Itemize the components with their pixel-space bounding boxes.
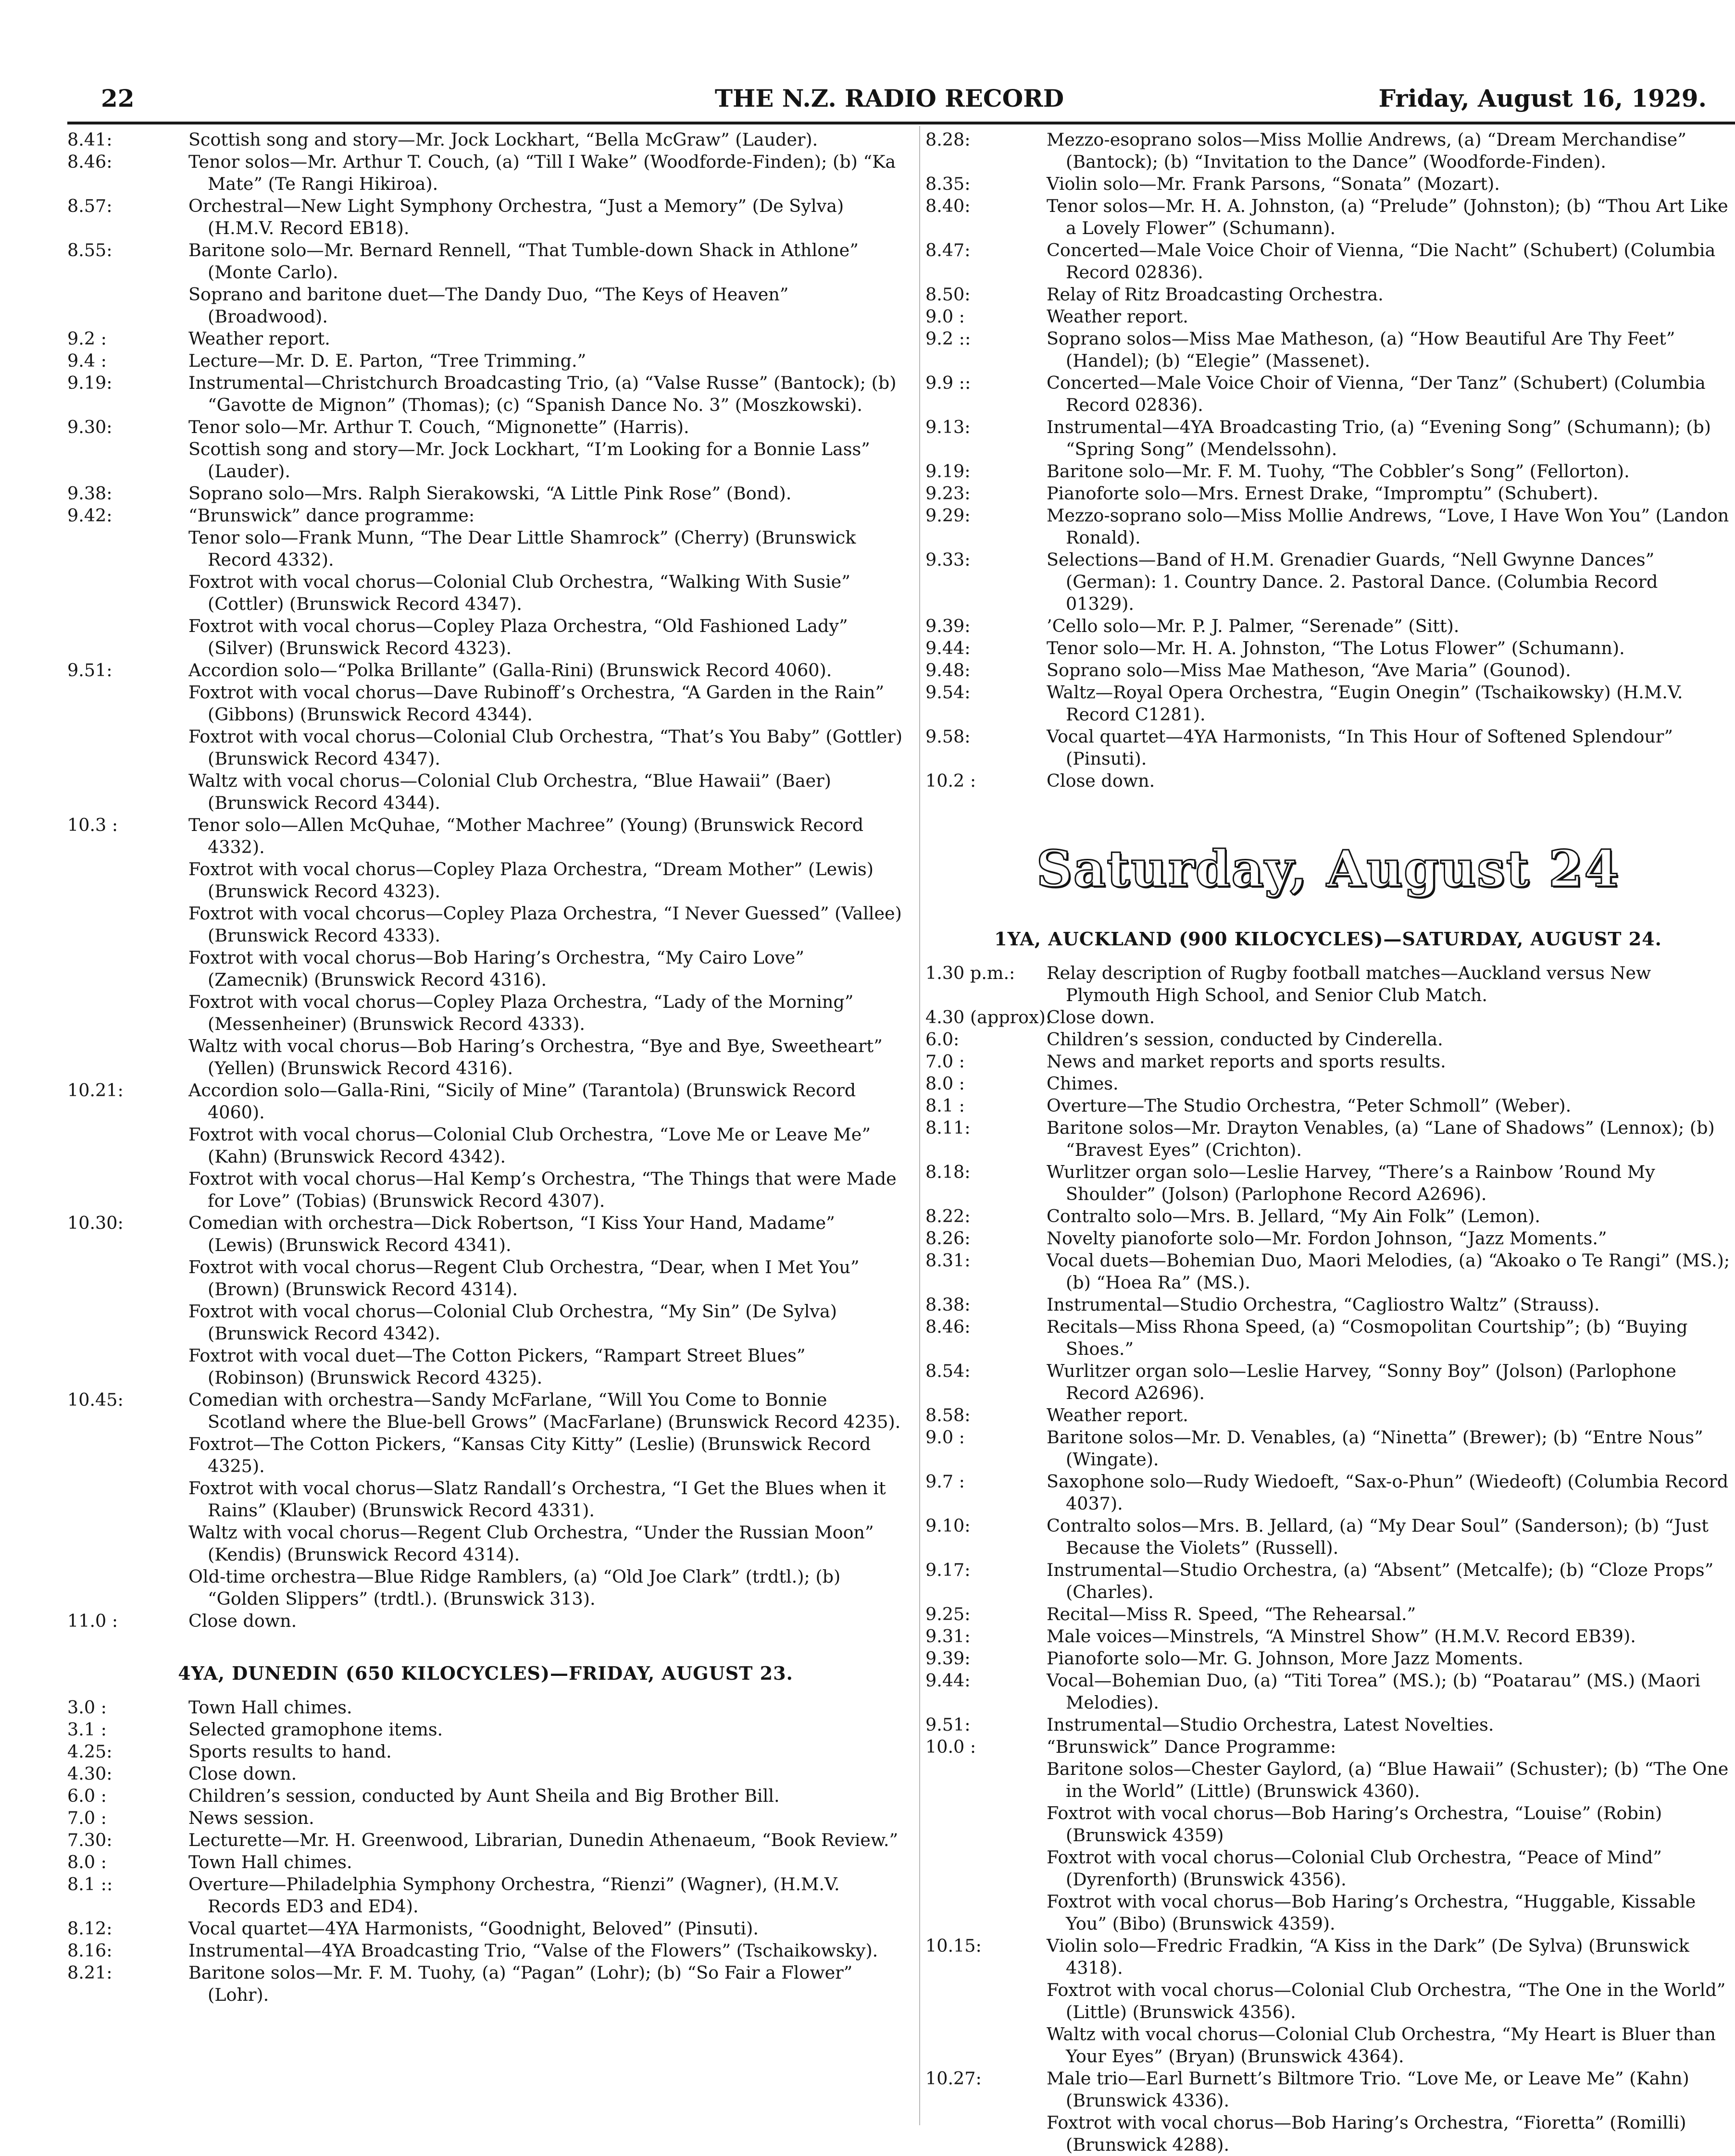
programme-item	[925, 1758, 1731, 1802]
programme-text: Selected gramophone items.	[188, 1719, 443, 1740]
programme-text: Orchestral—New Light Symphony Orchestra, “Just a Memory” (De Sylva) (H.M.V. Record EB18).	[188, 196, 844, 238]
programme-time: 7.0 :	[67, 1808, 107, 1828]
programme-time: 9.44:	[925, 638, 971, 658]
programme-item	[925, 416, 1731, 460]
programme-item	[925, 1625, 1731, 1648]
programme-text: Foxtrot with vocal chorus—Dave Rubinoff’s Orchestra, “A Garden in the Rain” (Gibbons) (Brunswick Record 4344).	[188, 682, 885, 725]
programme-item	[925, 1161, 1731, 1205]
programme-text: Foxtrot with vocal chorus—Colonial Club Orchestra, “My Sin” (De Sylva) (Brunswick Record 4342).	[188, 1301, 837, 1344]
programme-item	[67, 1301, 904, 1345]
programme-item	[67, 858, 904, 903]
programme-time: 9.2 ::	[925, 328, 971, 349]
programme-text: Contralto solo—Mrs. B. Jellard, “My Ain Folk” (Lemon).	[1047, 1206, 1540, 1227]
programme-time: 8.11:	[925, 1117, 971, 1138]
programme-text: Close down.	[1047, 1007, 1155, 1028]
programme-time: 9.23:	[925, 483, 971, 504]
programme-text: Concerted—Male Voice Choir of Vienna, “Der Tanz” (Schubert) (Columbia Record 02836).	[1047, 372, 1706, 415]
right-column	[925, 129, 1731, 2156]
day-heading: Saturday, August 24	[1036, 839, 1620, 898]
programme-time: 10.21:	[67, 1080, 124, 1101]
programme-text: Soprano solo—Miss Mae Matheson, “Ave Maria” (Gounod).	[1047, 660, 1571, 681]
programme-time: 9.58:	[925, 726, 971, 747]
programme-time: 9.7 :	[925, 1471, 965, 1492]
programme-item	[925, 1670, 1731, 1714]
programme-text: Waltz—Royal Opera Orchestra, “Eugin Onegin” (Tschaikowsky) (H.M.V. Record C1281).	[1047, 682, 1683, 725]
programme-time: 9.38:	[67, 483, 112, 504]
programme-time: 9.13:	[925, 417, 971, 437]
programme-item	[67, 1433, 904, 1477]
programme-item	[67, 1741, 904, 1763]
programme-time: 3.1 :	[67, 1719, 107, 1740]
programme-text: Contralto solos—Mrs. B. Jellard, (a) “My Dear Soul” (Sanderson); (b) “Just Because the Violets” (Russell).	[1047, 1515, 1709, 1558]
programme-item	[925, 1979, 1731, 2023]
programme-item	[67, 1345, 904, 1389]
programme-time: 8.0 :	[925, 1073, 965, 1094]
programme-time: 8.26:	[925, 1228, 971, 1249]
programme-text: Town Hall chimes.	[188, 1697, 352, 1718]
programme-text: Foxtrot—The Cotton Pickers, “Kansas City Kitty” (Leslie) (Brunswick Record 4325).	[188, 1434, 871, 1476]
left-column	[67, 129, 904, 2006]
programme-text: Waltz with vocal chorus—Bob Haring’s Orchestra, “Bye and Bye, Sweetheart” (Yellen) (Brunswick Record 4316).	[188, 1036, 883, 1078]
programme-item	[925, 1028, 1731, 1051]
programme-text: Concerted—Male Voice Choir of Vienna, “Die Nacht” (Schubert) (Columbia Record 02836).	[1047, 240, 1716, 283]
programme-item	[925, 1404, 1731, 1426]
programme-text: Weather report.	[188, 328, 330, 349]
programme-text: Wurlitzer organ solo—Leslie Harvey, “Sonny Boy” (Jolson) (Parlophone Record A2696).	[1047, 1361, 1676, 1403]
programme-time: 8.58:	[925, 1405, 971, 1425]
programme-time: 8.21:	[67, 1962, 112, 1983]
programme-text: Foxtrot with vocal chorus—Regent Club Orchestra, “Dear, when I Met You” (Brown) (Brunswick Record 4314).	[188, 1257, 860, 1300]
programme-time: 8.54:	[925, 1361, 971, 1381]
programme-item	[67, 1940, 904, 1962]
programme-item	[67, 483, 904, 505]
programme-item	[67, 1566, 904, 1610]
programme-time: 8.57:	[67, 196, 112, 216]
programme-text: Mezzo-soprano solo—Miss Mollie Andrews, “Love, I Have Won You” (Landon Ronald).	[1047, 505, 1729, 548]
programme-text: Recitals—Miss Rhona Speed, (a) “Cosmopolitan Courtship”; (b) “Buying Shoes.”	[1047, 1316, 1688, 1359]
programme-item	[925, 962, 1731, 1006]
programme-text: Foxtrot with vocal chorus—Colonial Club Orchestra, “That’s You Baby” (Gottler) (Brunswick Record 4347).	[188, 726, 903, 769]
programme-text: Wurlitzer organ solo—Leslie Harvey, “There’s a Rainbow ’Round My Shoulder” (Jolson) (Parlophone Record A2696).	[1047, 1162, 1655, 1204]
programme-item	[925, 2023, 1731, 2068]
column-divider	[919, 126, 920, 2125]
programme-text: Comedian with orchestra—Dick Robertson, “I Kiss Your Hand, Madame” (Lewis) (Brunswick Record 4341).	[188, 1213, 835, 1255]
programme-item	[925, 173, 1731, 195]
programme-text: Male trio—Earl Burnett’s Biltmore Trio. “Love Me, or Leave Me” (Kahn) (Brunswick 4336).	[1047, 2068, 1689, 2111]
programme-text: Overture—The Studio Orchestra, “Peter Schmoll” (Weber).	[1047, 1095, 1572, 1116]
programme-time: 7.30:	[67, 1830, 112, 1850]
programme-time: 4.30:	[67, 1763, 112, 1784]
programme-text: Vocal—Bohemian Duo, (a) “Titi Torea” (MS.); (b) “Poatarau” (MS.) (Maori Melodies).	[1047, 1670, 1701, 1713]
programme-item	[925, 1846, 1731, 1891]
programme-item	[67, 991, 904, 1035]
programme-text: Relay of Ritz Broadcasting Orchestra.	[1047, 284, 1384, 305]
programme-item	[925, 1802, 1731, 1846]
programme-item	[925, 1227, 1731, 1250]
programme-item	[925, 1316, 1731, 1360]
programme-time: 8.31:	[925, 1250, 971, 1271]
programme-text: News and market reports and sports results.	[1047, 1051, 1446, 1072]
programme-time: 9.48:	[925, 660, 971, 681]
programme-item	[925, 1471, 1731, 1515]
programme-item	[925, 1426, 1731, 1471]
programme-text: Violin solo—Fredric Fradkin, “A Kiss in the Dark” (De Sylva) (Brunswick 4318).	[1047, 1935, 1689, 1978]
programme-item	[67, 129, 904, 151]
programme-text: Baritone solos—Mr. Drayton Venables, (a) “Lane of Shadows” (Lennox); (b) “Bravest Eyes” (Crichton).	[1047, 1117, 1715, 1160]
programme-time: 4.30 (approx):	[925, 1007, 1052, 1028]
programme-text: Foxtrot with vocal chorus—Colonial Club Orchestra, “The One in the World” (Little) (Brunswick 4356).	[1047, 1980, 1726, 2022]
programme-item	[67, 350, 904, 372]
programme-text: Soprano and baritone duet—The Dandy Duo, “The Keys of Heaven” (Broadwood).	[188, 284, 789, 327]
programme-item	[925, 1095, 1731, 1117]
programme-item	[67, 615, 904, 659]
programme-time: 8.46:	[925, 1316, 971, 1337]
programme-item	[925, 1205, 1731, 1227]
programme-text: Soprano solos—Miss Mae Matheson, (a) “How Beautiful Are Thy Feet” (Handel); (b) “Elegie” (Massenet).	[1047, 328, 1675, 371]
programme-item	[925, 1515, 1731, 1559]
programme-time: 4.25:	[67, 1741, 112, 1762]
programme-text: Town Hall chimes.	[188, 1852, 352, 1872]
programme-text: Vocal duets—Bohemian Duo, Maori Melodies, (a) “Akoako o Te Rangi” (MS.); (b) “Hoea Ra” (MS.).	[1047, 1250, 1730, 1293]
programme-time: 9.42:	[67, 505, 112, 526]
programme-item	[925, 1603, 1731, 1625]
programme-text: Instrumental—4YA Broadcasting Trio, “Valse of the Flowers” (Tschaikowsky).	[188, 1940, 878, 1961]
dunedin-programme	[67, 1697, 904, 2006]
programme-time: 8.47:	[925, 240, 971, 260]
programme-time: 10.0 :	[925, 1736, 976, 1757]
programme-item	[67, 1763, 904, 1785]
programme-item	[67, 1168, 904, 1212]
programme-text: Soprano solo—Mrs. Ralph Sierakowski, “A Little Pink Rose” (Bond).	[188, 483, 792, 504]
programme-text: Lecture—Mr. D. E. Parton, “Tree Trimming.”	[188, 350, 587, 371]
programme-item	[925, 328, 1731, 372]
programme-item	[67, 1785, 904, 1807]
auckland-programme	[925, 962, 1731, 2156]
programme-item	[925, 1360, 1731, 1404]
programme-text: Relay description of Rugby football matches—Auckland versus New Plymouth High School, and Senior Club Match.	[1047, 963, 1651, 1005]
programme-text: Foxtrot with vocal chcorus—Copley Plaza Orchestra, “I Never Guessed” (Vallee) (Brunswick Record 4333).	[188, 903, 902, 946]
programme-item	[67, 1079, 904, 1124]
programme-text: Weather report.	[1047, 306, 1188, 327]
programme-time: 9.0 :	[925, 306, 965, 327]
programme-text: Foxtrot with vocal chorus—Copley Plaza Orchestra, “Dream Mother” (Lewis) (Brunswick Record 4323).	[188, 859, 874, 902]
programme-item	[67, 1256, 904, 1301]
programme-item	[67, 1035, 904, 1079]
programme-item	[67, 505, 904, 527]
programme-text: Tenor solo—Frank Munn, “The Dear Little Shamrock” (Cherry) (Brunswick Record 4332).	[188, 527, 856, 570]
programme-time: 8.35:	[925, 173, 971, 194]
programme-text: Comedian with orchestra—Sandy McFarlane, “Will You Come to Bonnie Scotland where the Blue-bell Grows” (MacFarlane) (Brunswick Record 4235).	[188, 1389, 901, 1432]
programme-time: 6.0:	[925, 1029, 960, 1050]
programme-text: Vocal quartet—4YA Harmonists, “Goodnight, Beloved” (Pinsuti).	[188, 1918, 759, 1939]
programme-item	[925, 372, 1731, 416]
programme-text: Close down.	[188, 1611, 297, 1631]
programme-time: 9.33:	[925, 549, 971, 570]
programme-text: Waltz with vocal chorus—Colonial Club Orchestra, “My Heart is Bluer than Your Eyes” (Bryan) (Brunswick 4364).	[1047, 2024, 1716, 2067]
programme-text: Pianoforte solo—Mrs. Ernest Drake, “Impromptu” (Schubert).	[1047, 483, 1599, 504]
programme-item	[67, 1124, 904, 1168]
programme-item	[925, 1250, 1731, 1294]
programme-item	[67, 1829, 904, 1851]
programme-time: 9.25:	[925, 1604, 971, 1624]
programme-text: Foxtrot with vocal chorus—Colonial Club Orchestra, “Walking With Susie” (Cottler) (Brunswick Record 4347).	[188, 571, 850, 614]
programme-text: Tenor solo—Allen McQuhae, “Mother Machree” (Young) (Brunswick Record 4332).	[188, 815, 864, 857]
programme-item	[67, 1719, 904, 1741]
programme-text: Foxtrot with vocal chorus—Hal Kemp’s Orchestra, “The Things that were Made for Love” (Tobias) (Brunswick Record 4307).	[188, 1168, 897, 1211]
programme-text: “Brunswick” Dance Programme:	[1047, 1736, 1336, 1757]
programme-text: Novelty pianoforte solo—Mr. Fordon Johnson, “Jazz Moments.”	[1047, 1228, 1607, 1249]
programme-time: 9.30:	[67, 417, 112, 437]
programme-time: 10.27:	[925, 2068, 982, 2089]
programme-text: Foxtrot with vocal chorus—Colonial Club Orchestra, “Peace of Mind” (Dyrenforth) (Brunswick 4356).	[1047, 1847, 1662, 1890]
programme-text: Foxtrot with vocal chorus—Bob Haring’s Orchestra, “My Cairo Love” (Zamecnik) (Brunswick Record 4316).	[188, 947, 804, 990]
programme-time: 9.51:	[67, 660, 112, 681]
programme-item	[925, 1648, 1731, 1670]
programme-time: 9.44:	[925, 1670, 971, 1691]
programme-text: Foxtrot with vocal chorus—Bob Haring’s Orchestra, “Louise” (Robin) (Brunswick 4359)	[1047, 1803, 1662, 1846]
programme-item	[925, 306, 1731, 328]
programme-item	[925, 1559, 1731, 1603]
programme-time: 9.31:	[925, 1626, 971, 1647]
programme-time: 7.0 :	[925, 1051, 965, 1072]
programme-item	[925, 239, 1731, 284]
programme-item	[67, 903, 904, 947]
programme-item	[67, 770, 904, 814]
programme-item	[925, 505, 1731, 549]
programme-item	[925, 770, 1731, 792]
programme-item	[925, 637, 1731, 659]
christchurch-programme-continued	[67, 129, 904, 1632]
programme-text: Saxophone solo—Rudy Wiedoeft, “Sax-o-Phun” (Wiedeoft) (Columbia Record 4037).	[1047, 1471, 1729, 1514]
programme-time: 9.19:	[67, 372, 112, 393]
programme-item	[925, 1006, 1731, 1028]
programme-time: 8.55:	[67, 240, 112, 260]
programme-time: 8.12:	[67, 1918, 112, 1939]
programme-time: 8.0 :	[67, 1852, 107, 1872]
programme-item	[67, 681, 904, 726]
programme-item	[67, 195, 904, 239]
programme-item	[925, 681, 1731, 726]
programme-item	[925, 460, 1731, 483]
programme-text: Waltz with vocal chorus—Colonial Club Orchestra, “Blue Hawaii” (Baer) (Brunswick Record 4344).	[188, 770, 831, 813]
programme-text: Close down.	[1047, 770, 1155, 791]
programme-item	[925, 1714, 1731, 1736]
publication-title: THE N.Z. RADIO RECORD	[714, 84, 1064, 112]
programme-time: 10.2 :	[925, 770, 976, 791]
programme-item	[925, 1935, 1731, 1979]
programme-text: Scottish song and story—Mr. Jock Lockhart, “I’m Looking for a Bonnie Lass” (Lauder).	[188, 439, 870, 482]
page-header	[72, 82, 1707, 120]
programme-item	[67, 571, 904, 615]
programme-time: 10.3 :	[67, 815, 118, 835]
programme-item	[67, 1918, 904, 1940]
programme-item	[67, 328, 904, 350]
programme-item	[67, 1610, 904, 1632]
programme-time: 9.29:	[925, 505, 971, 526]
programme-text: Tenor solo—Mr. H. A. Johnston, “The Lotus Flower” (Schumann).	[1047, 638, 1625, 658]
programme-text: Tenor solos—Mr. H. A. Johnston, (a) “Prelude” (Johnston); (b) “Thou Art Like a Lovely Flower” (Schumann).	[1047, 196, 1728, 238]
programme-item	[67, 726, 904, 770]
programme-time: 9.9 ::	[925, 372, 971, 393]
programme-time: 8.41:	[67, 129, 112, 150]
programme-item	[67, 1807, 904, 1829]
programme-time: 9.17:	[925, 1560, 971, 1580]
programme-text: Instrumental—4YA Broadcasting Trio, (a) “Evening Song” (Schumann); (b) “Spring Song” (Mendelssohn).	[1047, 417, 1711, 459]
programme-item	[67, 1522, 904, 1566]
programme-item	[67, 1697, 904, 1719]
programme-text: Weather report.	[1047, 1405, 1188, 1425]
programme-text: Foxtrot with vocal chorus—Bob Haring’s Orchestra, “Huggable, Kissable You” (Bibo) (Brunswick 4359).	[1047, 1891, 1696, 1934]
programme-item	[67, 416, 904, 438]
programme-text: Tenor solos—Mr. Arthur T. Couch, (a) “Till I Wake” (Woodforde-Finden); (b) “Ka Mate” (Te Rangi Hikiroa).	[188, 151, 896, 194]
programme-time: 8.46:	[67, 151, 112, 172]
programme-time: 8.40:	[925, 196, 971, 216]
programme-time: 8.16:	[67, 1940, 112, 1961]
programme-text: Foxtrot with vocal chorus—Colonial Club Orchestra, “Love Me or Leave Me” (Kahn) (Brunswick Record 4342).	[188, 1124, 871, 1167]
programme-text: Children’s session, conducted by Aunt Sheila and Big Brother Bill.	[188, 1785, 780, 1806]
programme-item	[925, 659, 1731, 681]
programme-text: Foxtrot with vocal chorus—Bob Haring’s Orchestra, “Fioretta” (Romilli) (Brunswick 4288).	[1047, 2112, 1686, 2155]
programme-text: ’Cello solo—Mr. P. J. Palmer, “Serenade” (Sitt).	[1047, 616, 1460, 636]
programme-item	[925, 284, 1731, 306]
programme-time: 8.18:	[925, 1162, 971, 1182]
programme-time: 8.28:	[925, 129, 971, 150]
programme-text: Mezzo-esoprano solos—Miss Mollie Andrews, (a) “Dream Merchandise” (Bantock); (b) “Invitation to the Dance” (Woodforde-Finden).	[1047, 129, 1686, 172]
programme-time: 10.30:	[67, 1213, 124, 1233]
programme-text: Selections—Band of H.M. Grenadier Guards, “Nell Gwynne Dances” (German): 1. Country Dance. 2. Pastoral Dance. (Columbia Record 01329).	[1047, 549, 1658, 614]
programme-item	[67, 438, 904, 483]
programme-time: 8.50:	[925, 284, 971, 305]
programme-item	[67, 1389, 904, 1433]
programme-text: Foxtrot with vocal chorus—Slatz Randall’s Orchestra, “I Get the Blues when it Rains” (Klauber) (Brunswick Record 4331).	[188, 1478, 886, 1521]
programme-item	[925, 1073, 1731, 1095]
programme-time: 11.0 :	[67, 1611, 118, 1631]
programme-text: Old-time orchestra—Blue Ridge Ramblers, (a) “Old Joe Clark” (trdtl.); (b) “Golden Slippers” (trdtl.). (Brunswick 313).	[188, 1566, 841, 1609]
programme-item	[925, 1736, 1731, 1758]
programme-text: Scottish song and story—Mr. Jock Lockhart, “Bella McGraw” (Lauder).	[188, 129, 818, 150]
programme-time: 9.54:	[925, 682, 971, 703]
programme-item	[925, 726, 1731, 770]
programme-text: Lecturette—Mr. H. Greenwood, Librarian, Dunedin Athenaeum, “Book Review.”	[188, 1830, 899, 1850]
programme-text: Baritone solo—Mr. F. M. Tuohy, “The Cobbler’s Song” (Fellorton).	[1047, 461, 1630, 482]
programme-item	[925, 129, 1731, 173]
programme-item	[67, 1212, 904, 1256]
programme-item	[67, 239, 904, 284]
programme-time: 9.51:	[925, 1714, 971, 1735]
programme-time: 6.0 :	[67, 1785, 107, 1806]
programme-item	[925, 195, 1731, 239]
programme-time: 8.1 :	[925, 1095, 965, 1116]
programme-time: 8.22:	[925, 1206, 971, 1227]
programme-item	[67, 814, 904, 858]
programme-item	[925, 2112, 1731, 2156]
programme-item	[67, 1873, 904, 1918]
programme-text: Instrumental—Studio Orchestra, (a) “Absent” (Metcalfe); (b) “Cloze Props” (Charles).	[1047, 1560, 1714, 1602]
programme-text: Overture—Philadelphia Symphony Orchestra, “Rienzi” (Wagner), (H.M.V. Records ED3 and ED4).	[188, 1874, 840, 1917]
programme-text: Chimes.	[1047, 1073, 1119, 1094]
station-heading-4ya: 4YA, DUNEDIN (650 KILOCYCLES)—FRIDAY, AUGUST 23.	[178, 1662, 793, 1684]
programme-text: Baritone solos—Mr. D. Venables, (a) “Ninetta” (Brewer); (b) “Entre Nous” (Wingate).	[1047, 1427, 1703, 1470]
programme-text: Tenor solo—Mr. Arthur T. Couch, “Mignonette” (Harris).	[188, 417, 689, 437]
programme-text: Pianoforte solo—Mr. G. Johnson, More Jazz Moments.	[1047, 1648, 1523, 1669]
programme-time: 10.15:	[925, 1935, 982, 1956]
programme-item	[67, 527, 904, 571]
station-heading-1ya: 1YA, AUCKLAND (900 KILOCYCLES)—SATURDAY, AUGUST 24.	[994, 928, 1662, 950]
programme-time: 10.45:	[67, 1389, 124, 1410]
programme-text: Sports results to hand.	[188, 1741, 392, 1762]
programme-text: Baritone solos—Chester Gaylord, (a) “Blue Hawaii” (Schuster); (b) “The One in the World” (Little) (Brunswick 4360).	[1047, 1759, 1729, 1801]
programme-text: Children’s session, conducted by Cinderella.	[1047, 1029, 1443, 1050]
programme-text: Accordion solo—Galla-Rini, “Sicily of Mine” (Tarantola) (Brunswick Record 4060).	[188, 1080, 856, 1123]
programme-text: Vocal quartet—4YA Harmonists, “In This Hour of Softened Splendour” (Pinsuti).	[1047, 726, 1673, 769]
programme-text: Instrumental—Studio Orchestra, “Cagliostro Waltz” (Strauss).	[1047, 1294, 1600, 1315]
programme-text: Foxtrot with vocal chorus—Copley Plaza Orchestra, “Lady of the Morning” (Messenheiner) (Brunswick Record 4333).	[188, 991, 854, 1034]
programme-item	[925, 1117, 1731, 1161]
programme-item	[925, 1891, 1731, 1935]
programme-time: 1.30 p.m.:	[925, 963, 1015, 983]
programme-item	[67, 1851, 904, 1873]
programme-time: 9.10:	[925, 1515, 971, 1536]
programme-text: Violin solo—Mr. Frank Parsons, “Sonata” (Mozart).	[1047, 173, 1500, 194]
programme-time: 9.39:	[925, 616, 971, 636]
programme-text: Baritone solo—Mr. Bernard Rennell, “That Tumble-down Shack in Athlone” (Monte Carlo).	[188, 240, 859, 283]
programme-item	[67, 1962, 904, 2006]
programme-item	[925, 483, 1731, 505]
programme-time: 8.38:	[925, 1294, 971, 1315]
programme-item	[67, 284, 904, 328]
programme-time: 3.0 :	[67, 1697, 107, 1718]
page-number: 22	[101, 84, 135, 112]
programme-time: 9.4 :	[67, 350, 107, 371]
programme-item	[67, 1477, 904, 1522]
programme-item	[67, 947, 904, 991]
programme-time: 8.1 ::	[67, 1874, 113, 1895]
programme-item	[925, 615, 1731, 637]
programme-text: Recital—Miss R. Speed, “The Rehearsal.”	[1047, 1604, 1416, 1624]
programme-text: Instrumental—Studio Orchestra, Latest Novelties.	[1047, 1714, 1494, 1735]
programme-text: Foxtrot with vocal duet—The Cotton Pickers, “Rampart Street Blues” (Robinson) (Brunswick Record 4325).	[188, 1345, 806, 1388]
programme-text: News session.	[188, 1808, 314, 1828]
programme-item	[925, 1051, 1731, 1073]
programme-time: 9.39:	[925, 1648, 971, 1669]
programme-text: Foxtrot with vocal chorus—Copley Plaza Orchestra, “Old Fashioned Lady” (Silver) (Brunswick Record 4323).	[188, 616, 848, 658]
programme-item	[67, 372, 904, 416]
programme-time: 9.19:	[925, 461, 971, 482]
programme-item	[925, 2068, 1731, 2112]
programme-item	[925, 1294, 1731, 1316]
programme-text: “Brunswick” dance programme:	[188, 505, 475, 526]
programme-text: Accordion solo—“Polka Brillante” (Galla-Rini) (Brunswick Record 4060).	[188, 660, 832, 681]
programme-time: 9.0 :	[925, 1427, 965, 1448]
dunedin-programme-continued	[925, 129, 1731, 792]
programme-text: Instrumental—Christchurch Broadcasting Trio, (a) “Valse Russe” (Bantock); (b) “Gavotte de Mignon” (Thomas); (c) “Spanish Dance No. 3” (Moszkowski).	[188, 372, 897, 415]
programme-text: Baritone solos—Mr. F. M. Tuohy, (a) “Pagan” (Lohr); (b) “So Fair a Flower” (Lohr).	[188, 1962, 853, 2005]
header-rule	[67, 122, 1735, 124]
programme-text: Close down.	[188, 1763, 297, 1784]
programme-item	[925, 549, 1731, 615]
issue-date: Friday, August 16, 1929.	[1378, 84, 1707, 112]
programme-time: 9.2 :	[67, 328, 107, 349]
programme-item	[67, 151, 904, 195]
programme-text: Male voices—Minstrels, “A Minstrel Show” (H.M.V. Record EB39).	[1047, 1626, 1636, 1647]
programme-item	[67, 659, 904, 681]
programme-text: Waltz with vocal chorus—Regent Club Orchestra, “Under the Russian Moon” (Kendis) (Brunswick Record 4314).	[188, 1522, 874, 1565]
